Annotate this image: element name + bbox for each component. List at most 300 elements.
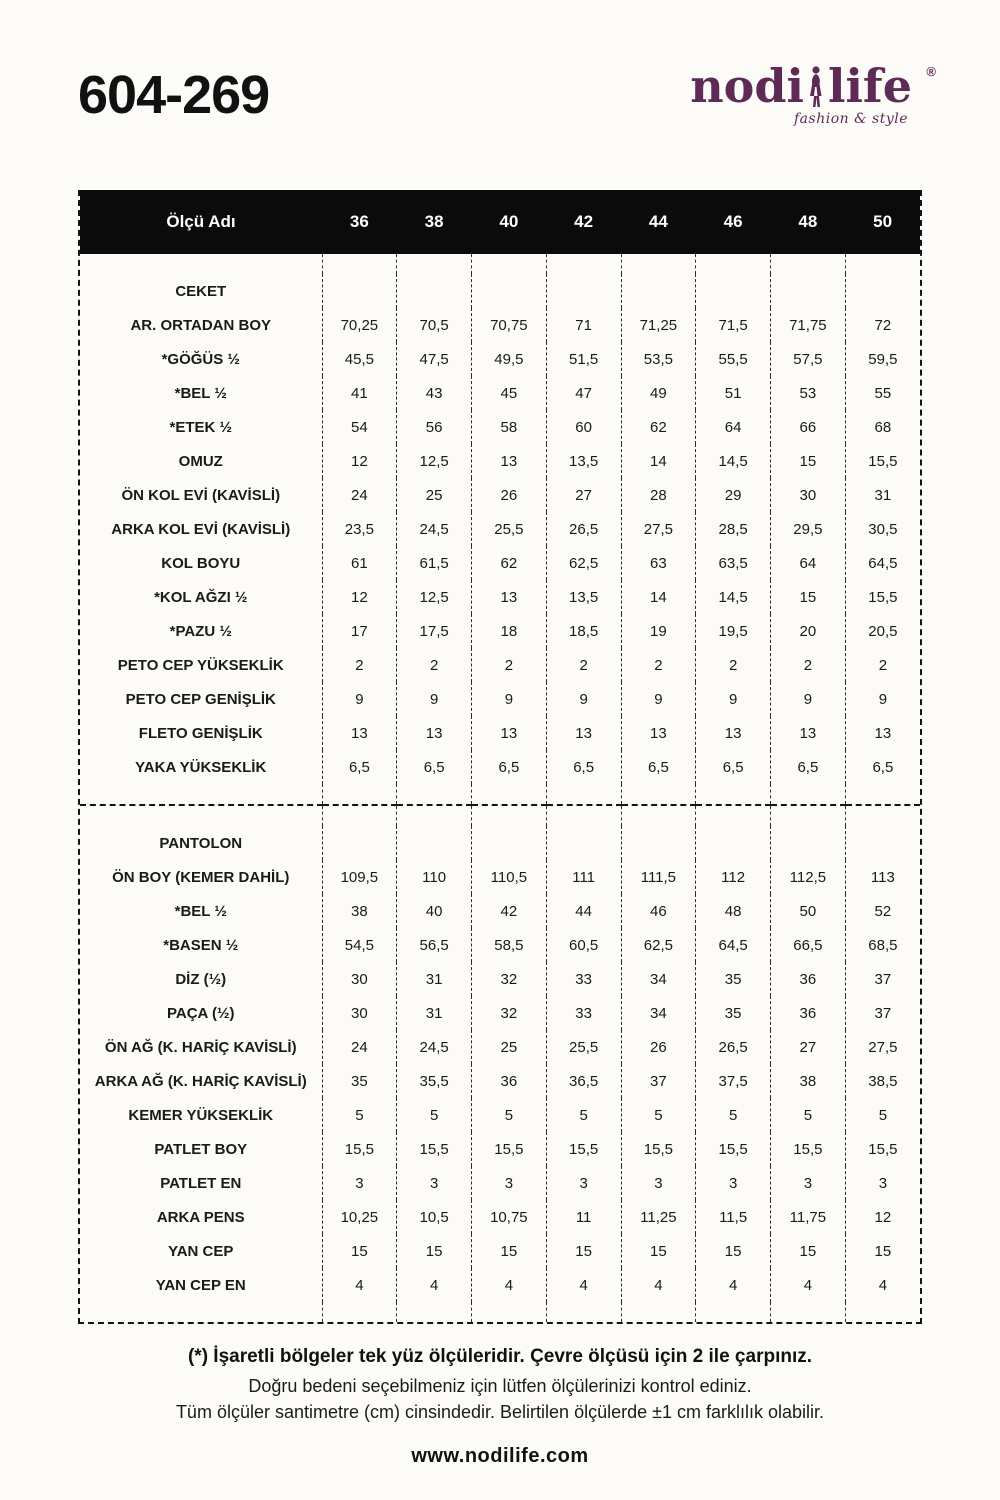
column-header-38: 38 <box>397 190 472 254</box>
measurement-value: 71,25 <box>621 308 696 342</box>
spacer-cell <box>771 784 846 805</box>
table-row <box>80 1268 920 1302</box>
measurement-value: 64 <box>771 546 846 580</box>
measurement-value: 4 <box>621 1268 696 1302</box>
brand-tagline: fashion & style <box>794 111 908 127</box>
measurement-name: AR. ORTADAN BOY <box>80 308 322 342</box>
measurement-value: 110,5 <box>472 860 547 894</box>
table-row <box>80 860 920 894</box>
measurement-value: 59,5 <box>868 350 898 368</box>
measurement-value: 17 <box>322 614 397 648</box>
measurement-value: 9 <box>771 682 846 716</box>
footer-note-1: (*) İşaretli bölgeler tek yüz ölçüleridir. Çevre ölçüsü için 2 ile çarpınız. <box>187 1346 813 1367</box>
measurement-value: 62,5 <box>621 928 696 962</box>
table-row <box>80 894 920 928</box>
spacer-cell <box>80 254 322 274</box>
measurement-value: 28 <box>621 478 696 512</box>
measurement-value: 36,5 <box>546 1064 621 1098</box>
spacer-cell <box>322 1302 397 1322</box>
spacer-cell <box>621 1302 696 1322</box>
measurement-value: 60,5 <box>546 928 621 962</box>
measurement-value: 15,5 <box>621 1132 696 1166</box>
measurement-value: 13,5 <box>546 444 621 478</box>
column-header-44: 44 <box>621 190 696 254</box>
measurement-value: 26 <box>472 478 547 512</box>
section-title: CEKET <box>80 274 322 308</box>
empty-cell <box>397 826 472 860</box>
measurement-value: 71,5 <box>696 308 771 342</box>
spacer-cell <box>845 806 920 826</box>
measurement-value: 9 <box>621 682 696 716</box>
measurement-value: 9 <box>878 690 888 708</box>
measurement-value: 36 <box>771 962 846 996</box>
measurement-value: 3 <box>546 1166 621 1200</box>
measurement-name: *BASEN ½ <box>80 928 322 962</box>
spacer-cell <box>845 784 920 805</box>
measurement-value: 15 <box>771 1234 846 1268</box>
measurement-value: 15,5 <box>868 1140 898 1158</box>
measurement-value: 5 <box>878 1106 888 1124</box>
measurement-value: 10,25 <box>322 1200 397 1234</box>
measurement-name: PETO CEP YÜKSEKLİK <box>80 648 322 682</box>
measurement-value: 9 <box>696 682 771 716</box>
measurement-value: 27,5 <box>621 512 696 546</box>
measurement-value: 26,5 <box>546 512 621 546</box>
measurement-value: 66,5 <box>771 928 846 962</box>
measurement-name: *GÖĞÜS ½ <box>80 342 322 376</box>
measurement-value: 25,5 <box>546 1030 621 1064</box>
measurement-value: 15 <box>771 580 846 614</box>
table-row <box>80 1132 920 1166</box>
measurement-value: 34 <box>621 962 696 996</box>
measurement-value: 15 <box>546 1234 621 1268</box>
brand-logo <box>690 59 936 127</box>
spacer-cell <box>322 254 397 274</box>
empty-cell <box>771 826 846 860</box>
spacer-cell <box>771 254 846 274</box>
measurement-value: 4 <box>771 1268 846 1302</box>
measurement-value: 6,5 <box>696 750 771 784</box>
measurement-value: 15,5 <box>546 1132 621 1166</box>
measurement-value: 37 <box>621 1064 696 1098</box>
measurement-value: 29,5 <box>771 512 846 546</box>
measurement-value: 32 <box>472 962 547 996</box>
measurement-name: ARKA KOL EVİ (KAVİSLİ) <box>80 512 322 546</box>
measurement-value: 3 <box>771 1166 846 1200</box>
measurement-name: PAÇA (½) <box>80 996 322 1030</box>
measurement-value: 25 <box>397 478 472 512</box>
measurement-value: 15,5 <box>771 1132 846 1166</box>
measurement-value: 6,5 <box>771 750 846 784</box>
measurement-value: 48 <box>696 894 771 928</box>
measurement-value: 54,5 <box>322 928 397 962</box>
measurement-value: 2 <box>878 656 888 674</box>
measurement-value: 27,5 <box>868 1038 898 1056</box>
measurement-value: 18,5 <box>546 614 621 648</box>
measurement-value: 28,5 <box>696 512 771 546</box>
measurement-value: 15 <box>771 444 846 478</box>
measurement-name: ÖN KOL EVİ (KAVİSLİ) <box>80 478 322 512</box>
measurement-value: 6,5 <box>621 750 696 784</box>
spacer-cell <box>696 254 771 274</box>
measurement-value: 29 <box>696 478 771 512</box>
measurements-table-container <box>78 190 922 1324</box>
table-row <box>80 1064 920 1098</box>
measurement-value: 47 <box>546 376 621 410</box>
column-header-36: 36 <box>322 190 397 254</box>
measurement-value: 20,5 <box>868 622 898 640</box>
measurement-name: *BEL ½ <box>80 894 322 928</box>
measurement-value: 3 <box>397 1166 472 1200</box>
measurement-value: 24,5 <box>397 1030 472 1064</box>
measurement-value: 37 <box>874 970 892 988</box>
measurement-value: 41 <box>322 376 397 410</box>
measurement-value: 71 <box>546 308 621 342</box>
empty-cell <box>696 826 771 860</box>
measurement-value: 11 <box>546 1200 621 1234</box>
measurement-value: 45 <box>472 376 547 410</box>
measurement-value: 14,5 <box>696 444 771 478</box>
measurement-value: 5 <box>472 1098 547 1132</box>
measurement-value: 14 <box>621 580 696 614</box>
measurement-value: 20 <box>771 614 846 648</box>
section-title-row <box>80 274 920 308</box>
measurement-name: ÖN AĞ (K. HARİÇ KAVİSLİ) <box>80 1030 322 1064</box>
measurement-value: 50 <box>771 894 846 928</box>
measurement-value: 26,5 <box>696 1030 771 1064</box>
measurement-value: 51,5 <box>546 342 621 376</box>
table-row <box>80 1200 920 1234</box>
measurement-value: 3 <box>878 1174 888 1192</box>
measurement-name: *ETEK ½ <box>80 410 322 444</box>
measurement-value: 35,5 <box>397 1064 472 1098</box>
section-title: PANTOLON <box>80 826 322 860</box>
measurement-value: 43 <box>397 376 472 410</box>
measurement-value: 9 <box>472 682 547 716</box>
measurement-value: 4 <box>322 1268 397 1302</box>
measurement-value: 4 <box>546 1268 621 1302</box>
measurement-value: 37 <box>874 1004 892 1022</box>
measurement-value: 112 <box>696 860 771 894</box>
measurement-value: 35 <box>696 996 771 1030</box>
measurement-value: 5 <box>621 1098 696 1132</box>
spacer-cell <box>472 806 547 826</box>
brand-name-right: life <box>827 59 912 113</box>
empty-cell <box>322 274 397 308</box>
spacer-cell <box>771 806 846 826</box>
footer-website: www.nodilife.com <box>411 1445 589 1467</box>
measurement-value: 15 <box>874 1242 892 1260</box>
measurement-value: 32 <box>472 996 547 1030</box>
measurement-value: 64,5 <box>868 554 898 572</box>
spacer-cell <box>397 254 472 274</box>
column-header-name: Ölçü Adı <box>80 190 322 254</box>
measurement-value: 11,75 <box>771 1200 846 1234</box>
spacer-cell <box>546 806 621 826</box>
measurement-value: 36 <box>472 1064 547 1098</box>
spacer-cell <box>845 1302 920 1322</box>
measurement-value: 6,5 <box>472 750 547 784</box>
measurement-value: 58 <box>472 410 547 444</box>
measurement-name: PATLET BOY <box>80 1132 322 1166</box>
measurement-value: 13 <box>322 716 397 750</box>
measurement-name: KEMER YÜKSEKLİK <box>80 1098 322 1132</box>
measurement-value: 15 <box>621 1234 696 1268</box>
measurement-value: 33 <box>546 962 621 996</box>
measurement-value: 15,5 <box>868 452 898 470</box>
measurement-name: YAN CEP EN <box>80 1268 322 1302</box>
measurement-value: 15 <box>472 1234 547 1268</box>
measurement-value: 30 <box>771 478 846 512</box>
measurement-value: 9 <box>322 682 397 716</box>
measurement-value: 63 <box>621 546 696 580</box>
measurement-value: 35 <box>322 1064 397 1098</box>
measurement-value: 14 <box>621 444 696 478</box>
table-row <box>80 648 920 682</box>
measurement-value: 2 <box>546 648 621 682</box>
measurement-value: 44 <box>546 894 621 928</box>
measurement-value: 2 <box>696 648 771 682</box>
measurement-name: PETO CEP GENİŞLİK <box>80 682 322 716</box>
measurement-value: 3 <box>322 1166 397 1200</box>
spacer-cell <box>771 1302 846 1322</box>
measurement-value: 12 <box>322 580 397 614</box>
measurement-name: ARKA PENS <box>80 1200 322 1234</box>
measurement-value: 112,5 <box>771 860 846 894</box>
measurement-value: 31 <box>397 962 472 996</box>
measurement-value: 56,5 <box>397 928 472 962</box>
column-header-42: 42 <box>546 190 621 254</box>
section-title-row <box>80 826 920 860</box>
measurement-value: 51 <box>696 376 771 410</box>
measurement-value: 61,5 <box>397 546 472 580</box>
spacer-cell <box>472 784 547 805</box>
measurement-value: 23,5 <box>322 512 397 546</box>
measurement-value: 27 <box>771 1030 846 1064</box>
measurement-value: 63,5 <box>696 546 771 580</box>
column-header-48: 48 <box>771 190 846 254</box>
section-spacer <box>80 1302 920 1322</box>
spacer-cell <box>621 806 696 826</box>
measurement-value: 2 <box>322 648 397 682</box>
table-row <box>80 546 920 580</box>
measurement-value: 15,5 <box>397 1132 472 1166</box>
measurement-value: 13 <box>472 444 547 478</box>
brand-name-left: nodi <box>690 59 804 113</box>
measurement-value: 6,5 <box>546 750 621 784</box>
document-code: 604-269 <box>78 65 270 125</box>
measurement-value: 42 <box>472 894 547 928</box>
spacer-cell <box>472 254 547 274</box>
empty-cell <box>472 826 547 860</box>
measurement-value: 49 <box>621 376 696 410</box>
footer-note-2: Doğru bedeni seçebilmeniz için lütfen ölçülerinizi kontrol ediniz. <box>248 1376 752 1396</box>
measurement-value: 6,5 <box>397 750 472 784</box>
empty-cell <box>845 274 920 308</box>
measurement-value: 5 <box>771 1098 846 1132</box>
measurement-value: 64,5 <box>696 928 771 962</box>
table-body <box>80 254 920 1322</box>
measurement-value: 30,5 <box>868 520 898 538</box>
table-row <box>80 444 920 478</box>
measurement-value: 13 <box>546 716 621 750</box>
measurement-value: 24,5 <box>397 512 472 546</box>
measurement-name: *PAZU ½ <box>80 614 322 648</box>
measurement-value: 13 <box>472 716 547 750</box>
table-row <box>80 962 920 996</box>
table-row <box>80 512 920 546</box>
measurement-value: 55,5 <box>696 342 771 376</box>
table-row <box>80 376 920 410</box>
table-row <box>80 682 920 716</box>
measurement-name: YAN CEP <box>80 1234 322 1268</box>
spacer-cell <box>472 1302 547 1322</box>
spacer-cell <box>546 254 621 274</box>
measurement-value: 70,25 <box>322 308 397 342</box>
spacer-cell <box>696 1302 771 1322</box>
measurement-value: 52 <box>874 902 892 920</box>
spacer-cell <box>546 784 621 805</box>
measurement-value: 12,5 <box>397 444 472 478</box>
empty-cell <box>472 274 547 308</box>
measurement-value: 54 <box>322 410 397 444</box>
table-row <box>80 996 920 1030</box>
table-row <box>80 1030 920 1064</box>
measurement-value: 38,5 <box>868 1072 898 1090</box>
empty-cell <box>322 826 397 860</box>
measurement-value: 13 <box>874 724 892 742</box>
spacer-cell <box>80 1302 322 1322</box>
measurement-value: 62 <box>621 410 696 444</box>
measurement-value: 14,5 <box>696 580 771 614</box>
table-row <box>80 410 920 444</box>
spacer-cell <box>546 1302 621 1322</box>
measurement-value: 55 <box>874 384 892 402</box>
spacer-cell <box>80 784 322 805</box>
spacer-cell <box>397 1302 472 1322</box>
measurement-value: 109,5 <box>322 860 397 894</box>
document-header <box>78 0 936 190</box>
measurement-value: 9 <box>397 682 472 716</box>
measurement-value: 35 <box>696 962 771 996</box>
measurement-value: 11,5 <box>696 1200 771 1234</box>
measurement-value: 40 <box>397 894 472 928</box>
measurement-value: 12 <box>874 1208 892 1226</box>
spacer-cell <box>621 254 696 274</box>
document-footer <box>78 1324 922 1468</box>
table-row <box>80 716 920 750</box>
measurement-value: 113 <box>870 868 895 886</box>
spacer-cell <box>397 784 472 805</box>
measurement-name: *KOL AĞZI ½ <box>80 580 322 614</box>
measurement-value: 13 <box>771 716 846 750</box>
measurement-value: 25,5 <box>472 512 547 546</box>
measurement-value: 5 <box>546 1098 621 1132</box>
measurement-value: 49,5 <box>472 342 547 376</box>
spacer-cell <box>845 254 920 274</box>
measurement-value: 10,5 <box>397 1200 472 1234</box>
measurement-value: 66 <box>771 410 846 444</box>
measurement-value: 3 <box>621 1166 696 1200</box>
spacer-cell <box>322 806 397 826</box>
section-spacer <box>80 806 920 826</box>
measurement-value: 38 <box>771 1064 846 1098</box>
column-header-50: 50 <box>845 190 920 254</box>
measurement-value: 68 <box>874 418 892 436</box>
measurement-value: 70,75 <box>472 308 547 342</box>
measurement-value: 15,5 <box>696 1132 771 1166</box>
measurement-value: 4 <box>878 1276 888 1294</box>
measurement-value: 12 <box>322 444 397 478</box>
measurement-value: 31 <box>397 996 472 1030</box>
measurement-value: 64 <box>696 410 771 444</box>
empty-cell <box>771 274 846 308</box>
measurement-value: 5 <box>397 1098 472 1132</box>
empty-cell <box>397 274 472 308</box>
measurement-value: 56 <box>397 410 472 444</box>
measurement-value: 27 <box>546 478 621 512</box>
measurement-value: 15 <box>696 1234 771 1268</box>
measurement-value: 24 <box>322 1030 397 1064</box>
measurement-value: 6,5 <box>872 758 894 776</box>
registered-mark: ® <box>926 64 936 79</box>
measurement-value: 36 <box>771 996 846 1030</box>
measurement-value: 19,5 <box>696 614 771 648</box>
measurement-value: 12,5 <box>397 580 472 614</box>
brand-name <box>690 59 936 113</box>
measurement-value: 13 <box>397 716 472 750</box>
measurement-value: 6,5 <box>322 750 397 784</box>
empty-cell <box>621 826 696 860</box>
spacer-cell <box>621 784 696 805</box>
measurement-value: 45,5 <box>322 342 397 376</box>
measurement-value: 3 <box>696 1166 771 1200</box>
measurement-name: DİZ (½) <box>80 962 322 996</box>
measurement-value: 62,5 <box>546 546 621 580</box>
measurement-value: 47,5 <box>397 342 472 376</box>
measurement-name: FLETO GENİŞLİK <box>80 716 322 750</box>
table-header <box>80 190 920 254</box>
measurement-value: 15 <box>322 1234 397 1268</box>
woman-silhouette-icon <box>805 63 827 109</box>
measurement-value: 3 <box>472 1166 547 1200</box>
measurement-value: 110 <box>397 860 472 894</box>
measurement-value: 18 <box>472 614 547 648</box>
measurement-value: 15,5 <box>322 1132 397 1166</box>
measurement-name: PATLET EN <box>80 1166 322 1200</box>
spacer-cell <box>696 784 771 805</box>
measurement-value: 71,75 <box>771 308 846 342</box>
measurement-value: 5 <box>696 1098 771 1132</box>
measurement-value: 34 <box>621 996 696 1030</box>
measurement-value: 31 <box>874 486 892 504</box>
section-spacer <box>80 784 920 805</box>
table-row <box>80 580 920 614</box>
empty-cell <box>845 826 920 860</box>
measurement-value: 13,5 <box>546 580 621 614</box>
measurement-value: 9 <box>546 682 621 716</box>
section-spacer <box>80 254 920 274</box>
empty-cell <box>546 274 621 308</box>
measurements-table <box>80 190 920 1322</box>
measurement-value: 5 <box>322 1098 397 1132</box>
measurement-value: 26 <box>621 1030 696 1064</box>
spacer-cell <box>322 784 397 805</box>
measurement-value: 17,5 <box>397 614 472 648</box>
table-row <box>80 1166 920 1200</box>
empty-cell <box>621 274 696 308</box>
measurement-value: 72 <box>874 316 892 334</box>
